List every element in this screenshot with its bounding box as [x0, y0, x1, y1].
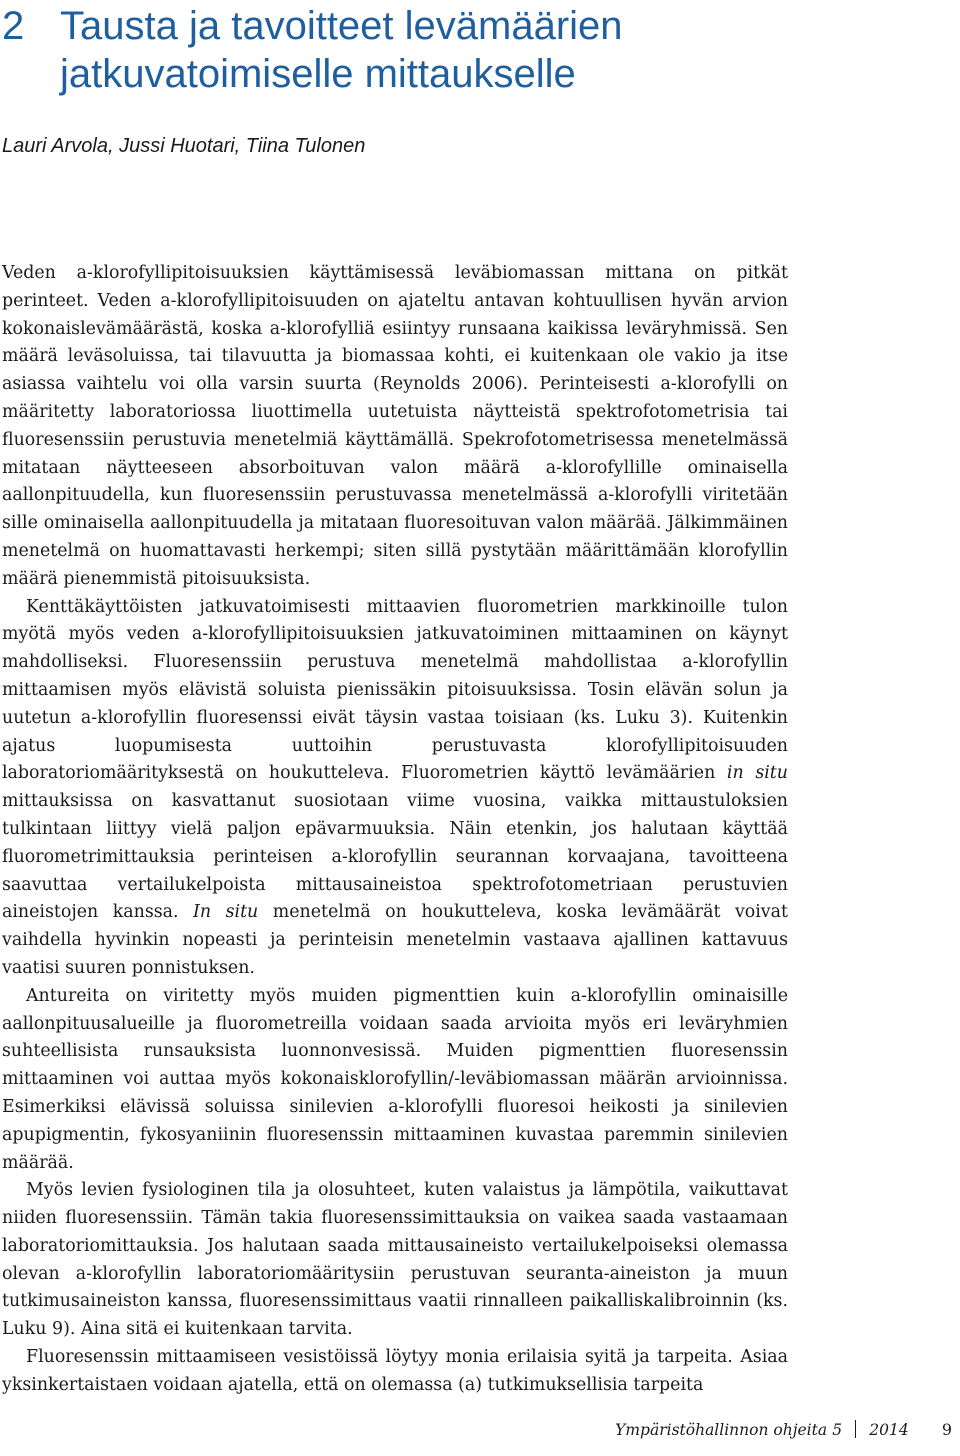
paragraph-5: Fluoresenssin mittaamiseen vesistöissä löytyy monia erilaisia syitä ja tarpeita. Asiaa yksinkertaistaen voidaan ajatella, että on olemassa (a) tutkimuksellisia tarpeita — [2, 1347, 788, 1395]
chapter-authors: Lauri Arvola, Jussi Huotari, Tiina Tulonen — [2, 135, 366, 157]
footer-separator — [855, 1420, 856, 1438]
page-number: 9 — [941, 1420, 952, 1439]
chapter-body — [2, 260, 788, 1400]
chapter-heading — [2, 2, 942, 98]
paragraph-1: Veden a-klorofyllipitoisuuksien käyttämisessä leväbiomassan mittana on pitkät perinteet. Veden a-klorofyllipitoisuuden on ajateltu antavan kohtuullisen hyvän arvion kokonaislevämäärästä, koska a-klorofylliä esiintyy runsaana kaikissa leväryhmissä. Sen määrä leväsoluissa, tai tilavuutta ja biomassaa kohti, ei kuitenkaan ole vakio ja itse asiassa vaihtelu voi olla varsin suurta (Reynolds 2006). Perinteisesti a-klorofylli on määritetty laboratoriossa liuottimella uutetuista näytteistä spektrofotometrisia tai fluoresenssiin perustuvia menetelmiä käyttämällä. Spekrofotometrisessa menetelmässä mitataan näytteeseen absorboituvan valon määrä a-klorofyllille ominaisella aallonpituudella, kun fluoresenssiin perustuvassa menetelmässä a-klorofylli viritetään sille ominaisella aallonpituudella ja mitataan fluoresoituvan valon määrää. Jälkimmäinen menetelmä on huomattavasti herkempi; siten sillä pystytään määrittämään klorofyllin määrä pienemmistä pitoisuuksista. — [2, 263, 788, 589]
paragraph-3: Antureita on viritetty myös muiden pigmenttien kuin a-klorofyllin ominaisille aallonpituusalueille ja fluorometreilla voidaan saada arvioita myös eri leväryhmien suhteellisista runsauksista luonnonvesissä. Muiden pigmenttien fluoresenssin mittaaminen voi auttaa myös kokonaisklorofyllin/-leväbiomassan määrän arvioinnissa. Esimerkiksi elävissä soluissa sinilevien a-klorofylli fluoresoi heikosti ja sinilevien apupigmentin, fykosyaniinin fluoresenssin mittaaminen kuvastaa paremmin sinilevien määrää. — [2, 985, 788, 1173]
paragraph-2 — [2, 594, 788, 983]
in-situ-term: in situ — [726, 763, 788, 784]
chapter-number: 2 — [2, 4, 25, 48]
in-situ-term-capitalized: In situ — [193, 902, 259, 923]
chapter-title: Tausta ja tavoitteet levämäärien jatkuvatoimiselle mittaukselle — [60, 4, 623, 96]
paragraph-4: Myös levien fysiologinen tila ja olosuhteet, kuten valaistus ja lämpötila, vaikuttavat niiden fluoresenssiin. Tämän takia fluoresenssimittauksia on vaikea saada vastaamaan laboratoriomittauksia. Jos halutaan saada mittausaineisto vertailukelpoiseksi olemassa olevan a-klorofyllin laboratoriomääritysiin perustuvan seuranta-aineiston ja muun tutkimusaineiston kanssa, fluoresenssimittaus vaatii rinnalleen paikalliskalibroinnin (ks. Luku 9). Aina sitä ei kuitenkaan tarvita. — [2, 1180, 788, 1340]
paragraph-2-part-1: Kenttäkäyttöisten jatkuvatoimisesti mittaavien fluorometrien markkinoille tulon myötä myös veden a-klorofyllipitoisuuksien jatkuvatoiminen mittaaminen on käynyt mahdolliseksi. Fluoresenssiin perustuva menetelmä mahdollistaa a-klorofyllin mittaamisen myös elävistä soluista pienissäkin pitoisuuksissa. Tosin elävän solun ja uutetun a-klorofyllin fluoresenssi eivät täysin vastaa toisiaan (ks. Luku 3). Kuitenkin ajatus luopumisesta uuttoihin perustuvasta klorofyllipitoisuuden laboratoriomäärityksestä on houkutteleva. Fluorometrien käyttö levämäärien — [2, 596, 788, 784]
footer-year: 2014 — [869, 1421, 909, 1439]
footer-issue: 5 — [832, 1421, 843, 1439]
page-footer — [615, 1418, 952, 1442]
paragraph-2-part-3: menetelmä on houkutteleva, koska levämäärät voivat vaihdella hyvinkin nopeasti ja perinteisin menetelmin vastaava ajallinen kattavuus vaatisi suuren ponnistuksen. — [2, 902, 788, 978]
footer-series-title: Ympäristöhallinnon ohjeita — [615, 1421, 828, 1439]
paragraph-2-part-2: mittauksissa on kasvattanut suosiotaan viime vuosina, vaikka mittaustuloksien tulkintaan liittyy vielä paljon epävarmuuksia. Näin etenkin, jos halutaan käyttää fluorometrimittauksia perinteisen a-klorofyllin seurannan korvaajana, tavoitteena saavuttaa vertailukelpoista mittausaineistoa spektrofotometriaan perustuvien aineistojen kanssa. — [2, 791, 788, 923]
